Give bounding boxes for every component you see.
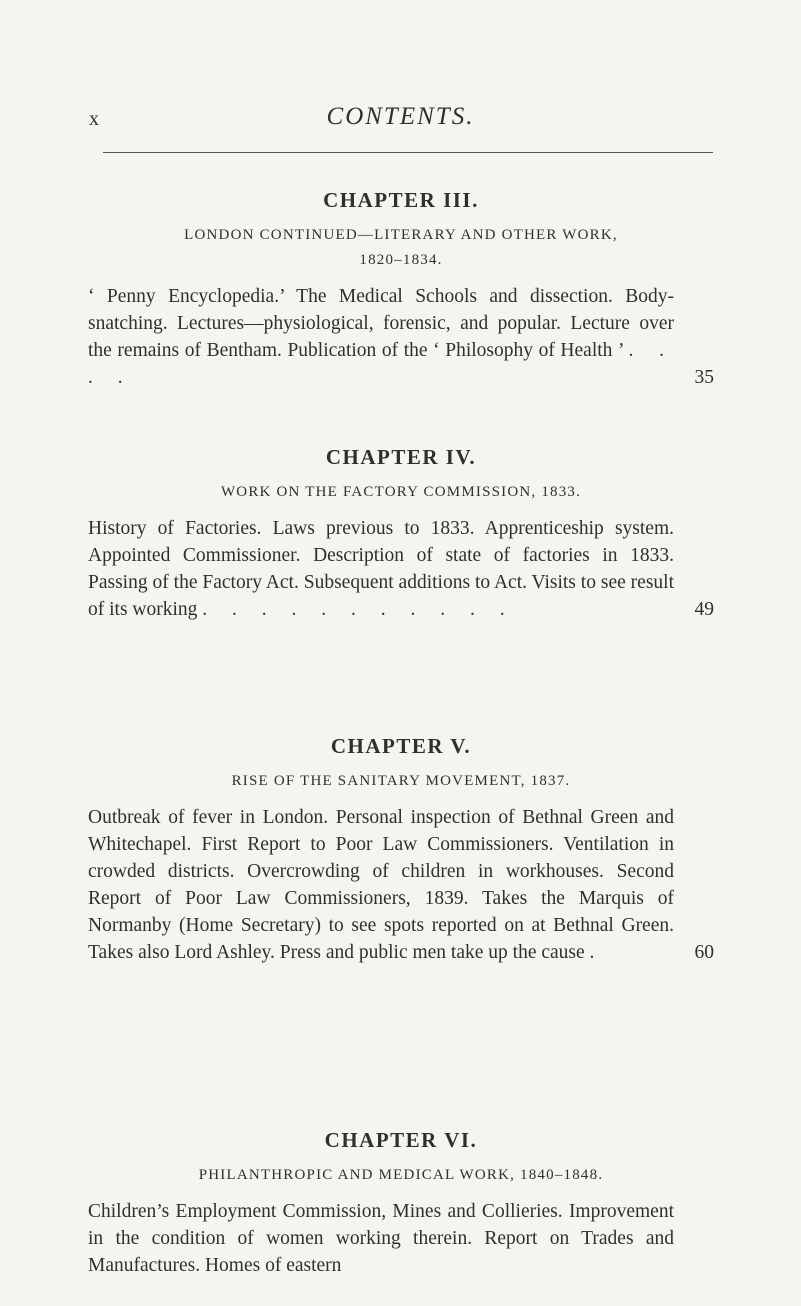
dot-leader: . (589, 942, 605, 963)
entry-text (88, 1198, 674, 1279)
entry-text (88, 804, 674, 966)
entry-description: Outbreak of fever in London. Personal inspection of Bethnal Green and Whitechapel. First Report to Poor Law Commissioners. Ventilation in crowded districts. Overcrowding of children in workhouses. Second Report of Poor Law Commissioners, 1839. Takes the Marquis of Normanby (Home Secretary) to see spots reported on at Bethnal Green. Takes also Lord Ashley. Press and public men take up the cause (88, 807, 674, 963)
entry-description: Children’s Employment Commission, Mines and Collieries. Improvement in the condition of women working therein. Report on Trades and Manufactures. Homes of eastern (88, 1201, 674, 1276)
entry-page-number: 49 (694, 599, 714, 620)
contents-entry (88, 515, 714, 623)
entry-description: ‘ Penny Encyclopedia.’ The Medical Schools and dissection. Body-snatching. Lectures—physiological, forensic, and popular. Lecture over the remains of Bentham. Publication of the ‘ Philosophy of Health ’ (88, 286, 674, 361)
chapter-subtitle: WORK ON THE FACTORY COMMISSION, 1833. (220, 484, 582, 500)
entry-page-number: 60 (694, 942, 714, 963)
contents-entry (88, 283, 714, 391)
dot-leader: . . . . . . . . . . . (202, 599, 515, 620)
chapter-subtitle: PHILANTHROPIC AND MEDICAL WORK, 1840–1848. (198, 1167, 604, 1183)
page-number: x (89, 108, 100, 130)
chapter-subtitle: LONDON CONTINUED—LITERARY AND OTHER WORK, 1820–1834. (184, 227, 618, 268)
chapter-heading: CHAPTER III. (323, 188, 479, 212)
header-rule (103, 152, 713, 153)
page-header (0, 0, 801, 160)
entry-text (88, 515, 674, 623)
entry-description: History of Factories. Laws previous to 1833. Apprenticeship system. Appointed Commissioner. Description of state of factories in 1833. Passing of the Factory Act. Subsequent additions to Act. Visits to see result of its working (88, 518, 674, 620)
chapter-5 (88, 733, 714, 966)
running-title: CONTENTS. (326, 103, 475, 130)
dot-leader: . . . . (88, 340, 675, 388)
contents-entry (88, 1198, 714, 1279)
chapter-heading: CHAPTER IV. (325, 445, 477, 469)
chapter-3 (88, 187, 714, 391)
chapter-heading: CHAPTER VI. (324, 1128, 478, 1152)
chapter-heading: CHAPTER V. (330, 734, 472, 758)
entry-page-number: 35 (694, 367, 714, 388)
chapter-4 (88, 444, 714, 623)
entry-text (88, 283, 674, 391)
chapter-6 (88, 1127, 714, 1279)
chapter-subtitle: RISE OF THE SANITARY MOVEMENT, 1837. (231, 773, 571, 789)
contents-entry (88, 804, 714, 966)
